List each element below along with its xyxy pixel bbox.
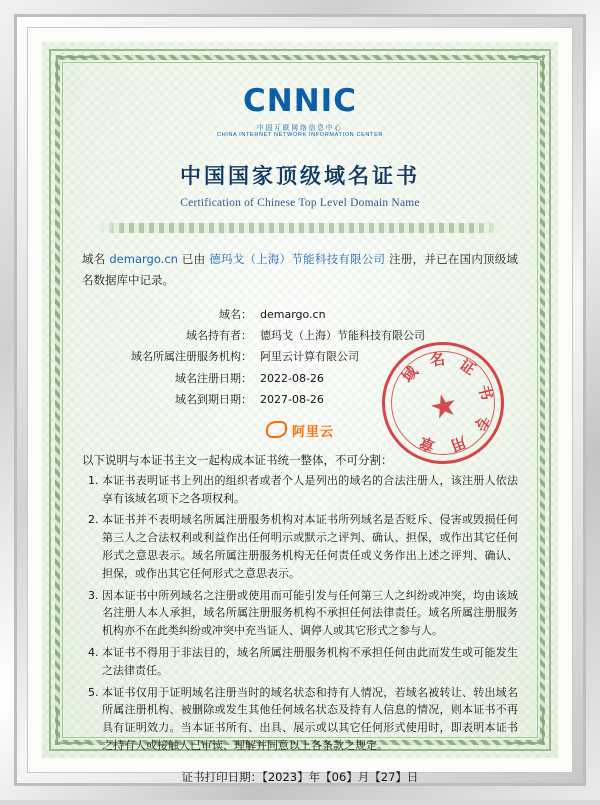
info-value-registration-date: 2022-08-26 xyxy=(260,371,324,385)
cnnic-wordmark: CNNIC xyxy=(243,83,357,119)
statement-part-1: 域名 xyxy=(82,252,110,266)
aliyun-mark-icon xyxy=(266,421,287,438)
certificate-content xyxy=(42,42,558,805)
info-label-registrar: 域名所属注册服务机构： xyxy=(131,350,252,364)
aliyun-label: 阿里云 xyxy=(291,424,334,440)
terms-list xyxy=(82,472,518,755)
table-row xyxy=(82,304,518,325)
table-row xyxy=(82,346,518,367)
info-value-registrar: 阿里云计算有限公司 xyxy=(260,350,359,364)
frame-mat xyxy=(27,27,573,784)
statement-part-2: 已由 xyxy=(177,252,210,266)
statement-part-3: 注册，并已在国内顶级域名数据库中记录。 xyxy=(82,252,519,288)
decorative-wave-divider xyxy=(99,223,500,233)
list-item: 1. 本证书表明证书上列出的组织者或者个人是列出的域名的合法注册人，该注册人依法享有该域名项下之各项权利。 xyxy=(102,472,518,508)
list-item: 2. 本证书并不表明域名所属注册服务机构对本证书所列域名是否贬斥、侵害或毁损任何第三人之合法权利或利益作出任何明示或默示之评判、确认、担保，或作出其它任何形式之意思表示。域名所属注册服务机构无任何责任或义务作出上述之评判、确认、担保，或作出其它任何形式之意思表示。 xyxy=(102,511,518,582)
aliyun-logo xyxy=(82,421,518,440)
seal-text: 域 名 证 书 专 用 章 xyxy=(398,349,496,455)
info-label-registration-date: 域名注册日期： xyxy=(175,371,252,385)
print-date: 证书打印日期：【2023】年【06】月【27】日 xyxy=(181,769,419,784)
statement-domain: demargo.cn xyxy=(109,252,178,266)
info-value-holder: 德玛戈（上海）节能科技有限公司 xyxy=(260,328,425,342)
info-label-holder: 域名持有者： xyxy=(186,328,252,342)
cnnic-logo-subtitle xyxy=(82,122,518,138)
certificate-title-en: Certification of Chinese Top Level Domain Name xyxy=(180,197,420,209)
table-row xyxy=(82,368,518,389)
cnnic-logo-subtitle-cn: 中国互联网络信息中心 xyxy=(257,125,343,132)
cnnic-logo-subtitle-en: CHINA INTERNET NETWORK INFORMATION CENTER xyxy=(216,132,384,138)
terms-heading: 以下说明与本证书主文一起构成本证书统一整体，不可分割： xyxy=(82,452,393,467)
list-item: 3. 因本证书中所列域名之注册或使用而可能引发与任何第三人之纠纷或冲突，均由该域名注册人本人承担，域名所属注册服务机构不承担任何法律责任。域名所属注册服务机构亦不在此类纠纷或冲突中充当证人、调停人或其它形式之参与人。 xyxy=(102,587,518,640)
info-label-domain: 域名： xyxy=(219,307,252,321)
list-item: 4. 本证书不得用于非法目的，域名所属注册服务机构不承担任何由此而发生或可能发生之法律责任。 xyxy=(102,644,518,680)
certificate-statement xyxy=(82,249,518,292)
seal-star-icon: ★ xyxy=(427,389,461,425)
cnnic-logo xyxy=(82,83,518,138)
domain-info-table xyxy=(82,304,518,411)
frame-bevel xyxy=(14,14,586,786)
table-row xyxy=(82,389,518,410)
info-value-domain: demargo.cn xyxy=(260,307,326,321)
list-item: 5. 本证书仅用于证明域名注册当时的域名状态和持有人情况，若域名被转让、转出域名所属注册机构、被删除或发生其他任何域名状态及持有人信息的情况，则本证书不再具有证明效力。当本证书所有、出具、展示或以其它任何形式使用时，即表明本证书之持有人或接触人已审读、理解并同意以上各条款之规定。 xyxy=(102,684,518,755)
info-value-expiry-date: 2027-08-26 xyxy=(260,393,324,407)
statement-organization: 德玛戈（上海）节能科技有限公司 xyxy=(209,252,386,266)
info-label-expiry-date: 域名到期日期： xyxy=(175,393,252,407)
certificate-title-cn: 中国国家顶级域名证书 xyxy=(180,164,420,188)
certificate-sheet xyxy=(42,42,558,784)
table-row xyxy=(82,325,518,346)
